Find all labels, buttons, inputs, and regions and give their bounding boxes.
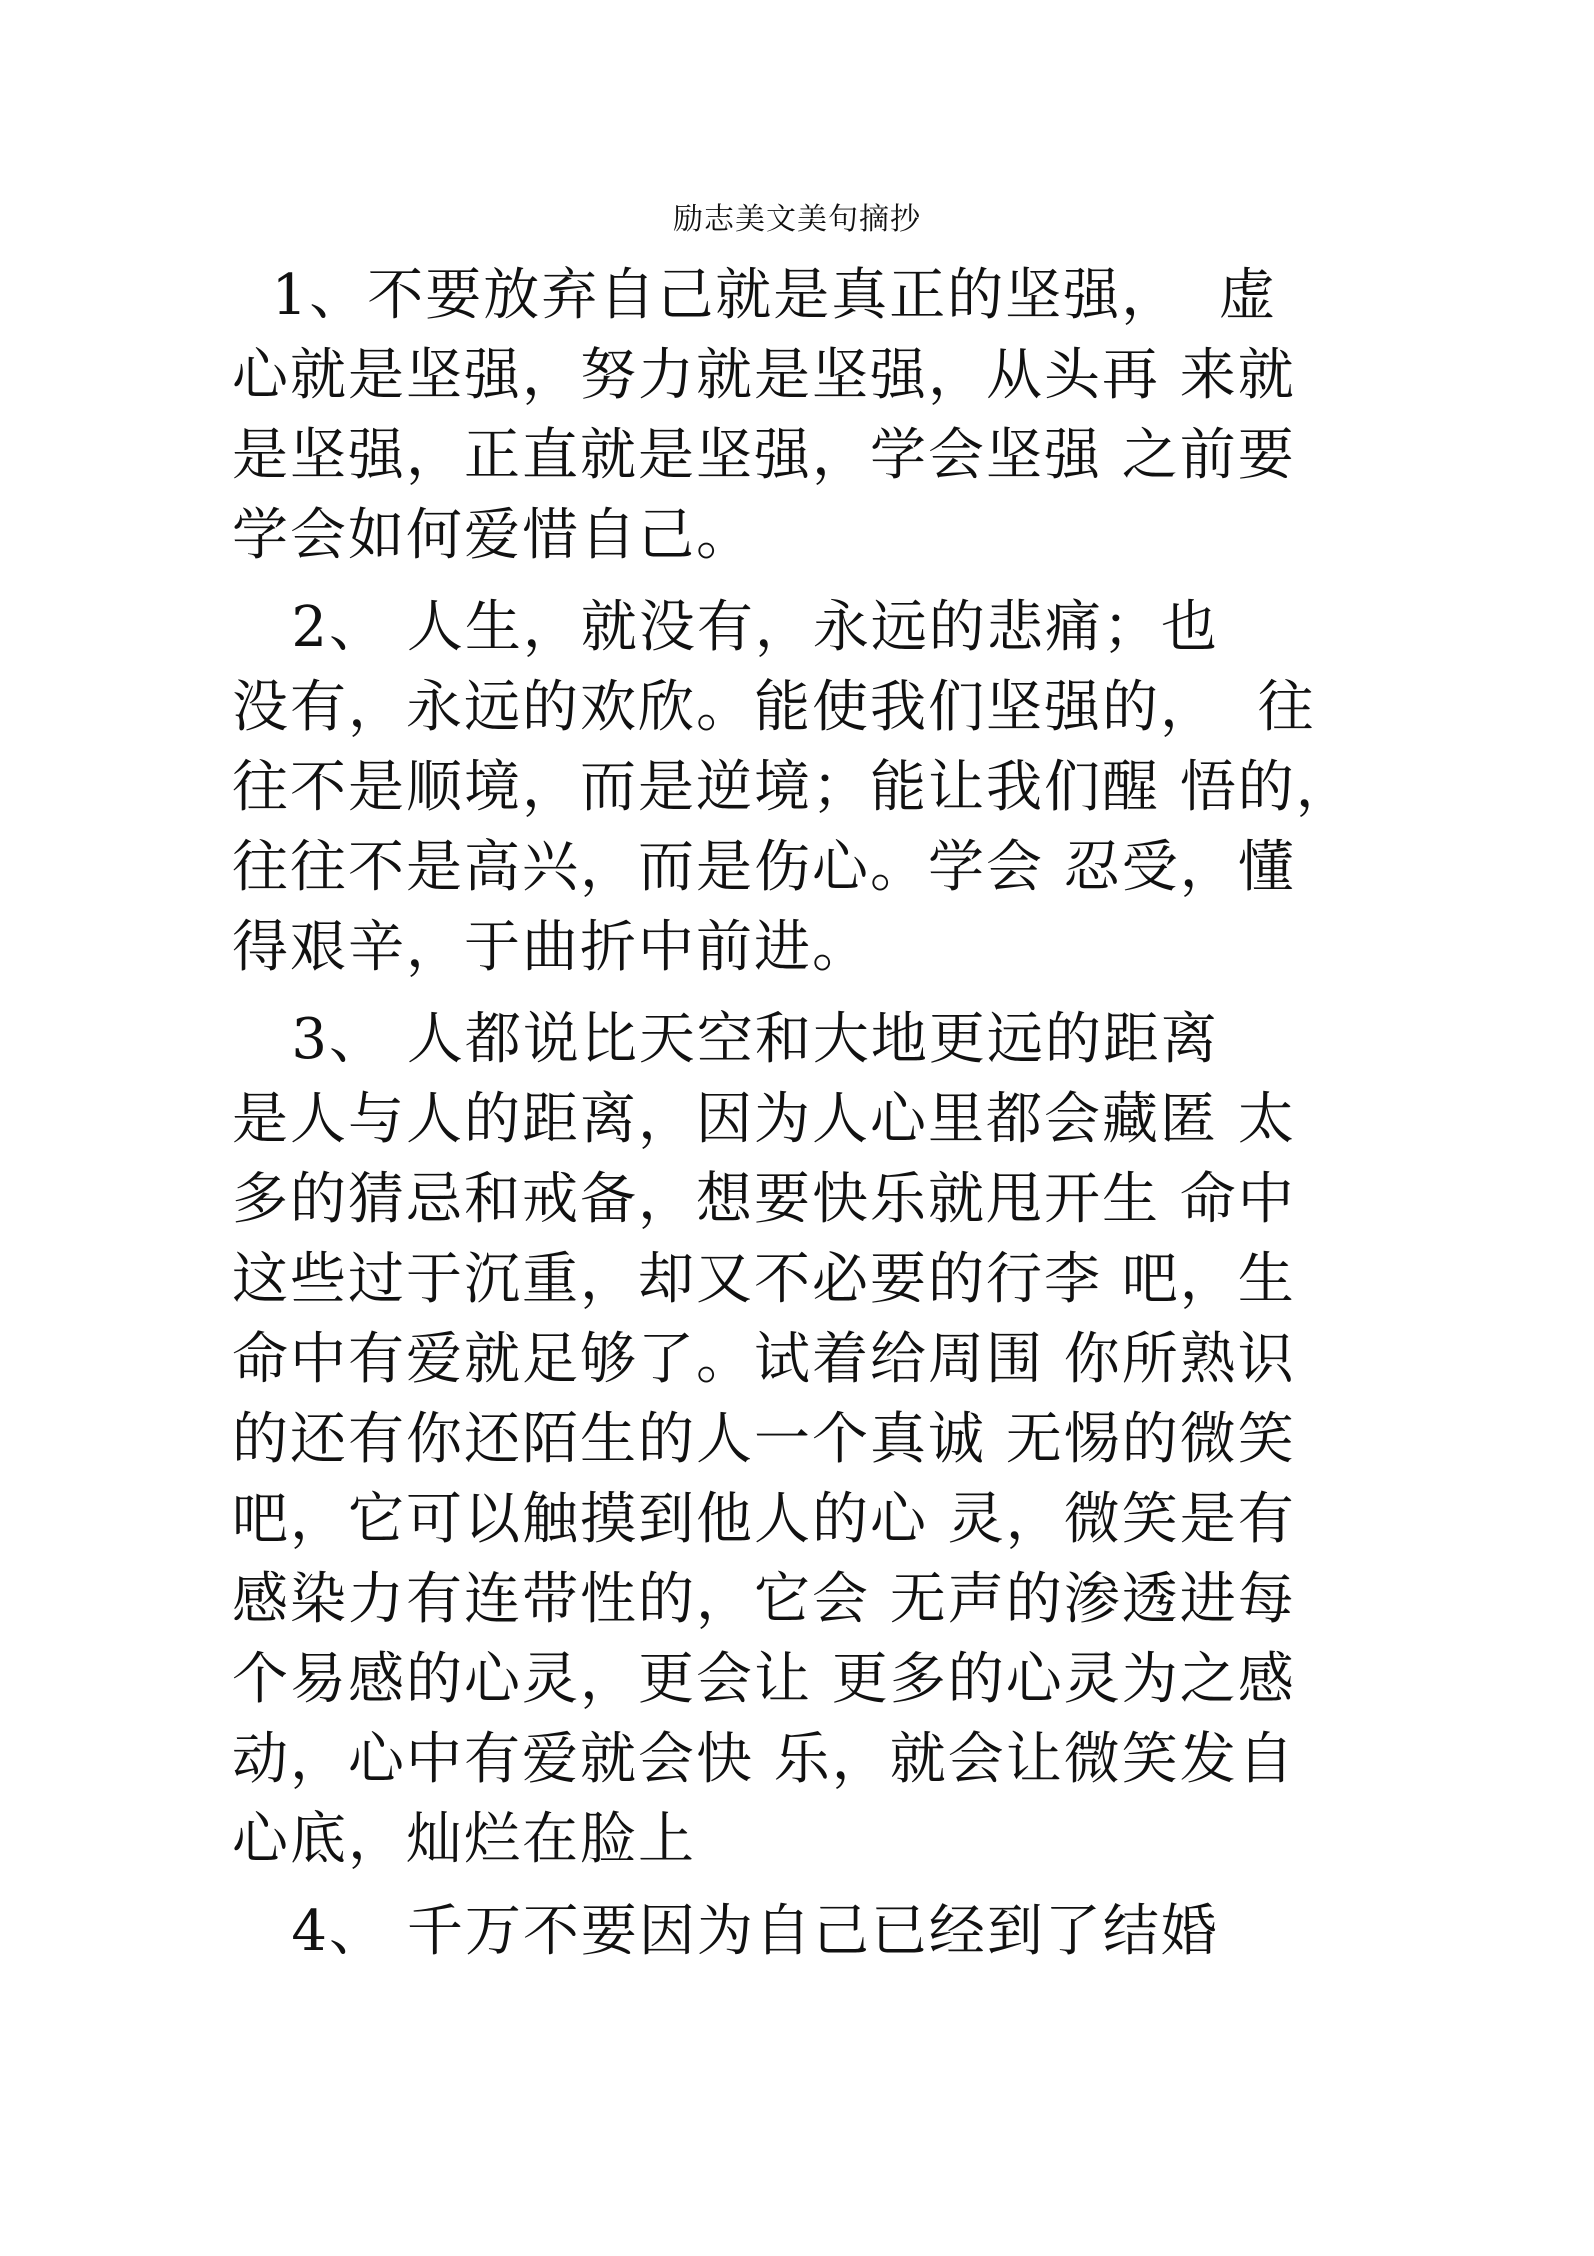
document-title: 励志美文美句摘抄 (673, 202, 921, 237)
text-line: 学会如何爱惜自己。 (232, 503, 754, 568)
text-line: 是人与人的距离，因为人心里都会藏匿 太 (232, 1087, 1296, 1152)
text-line: 心就是坚强，努力就是坚强，从头再 来就 (232, 343, 1296, 408)
text-line: 个易感的心灵，更会让 更多的心灵为之感 (232, 1647, 1296, 1712)
text-line: 心底，灿烂在脸上 (232, 1807, 696, 1872)
text-line: 的还有你还陌生的人一个真诚 无惕的微笑 (232, 1407, 1296, 1472)
text-line: 多的猜忌和戒备，想要快乐就甩开生 命中 (232, 1167, 1296, 1232)
text-line: 3、 人都说比天空和大地更远的距离 (232, 1007, 1219, 1072)
text-line: 2、 人生，就没有，永远的悲痛；也 (232, 595, 1219, 660)
text-line: 没有，永远的欢欣。能使我们坚强的， 往 (232, 675, 1316, 740)
text-line: 动，心中有爱就会快 乐，就会让微笑发自 (232, 1727, 1296, 1792)
text-line: 是坚强，正直就是坚强，学会坚强 之前要 (232, 423, 1296, 488)
text-line: 1、不要放弃自己就是真正的坚强， 虚 (232, 263, 1277, 328)
text-line: 这些过于沉重，却又不必要的行李 吧，生 (232, 1247, 1296, 1312)
text-line: 往不是顺境，而是逆境；能让我们醒 悟的， (232, 755, 1354, 820)
text-line: 得艰辛，于曲折中前进。 (232, 915, 870, 980)
text-line: 4、 千万不要因为自己已经到了结婚 (232, 1899, 1219, 1964)
text-line: 感染力有连带性的，它会 无声的渗透进每 (232, 1567, 1296, 1632)
text-line: 往往不是高兴，而是伤心。学会 忍受，懂 (232, 835, 1296, 900)
text-line: 吧，它可以触摸到他人的心 灵，微笑是有 (232, 1487, 1296, 1552)
text-line: 命中有爱就足够了。试着给周围 你所熟识 (232, 1327, 1296, 1392)
